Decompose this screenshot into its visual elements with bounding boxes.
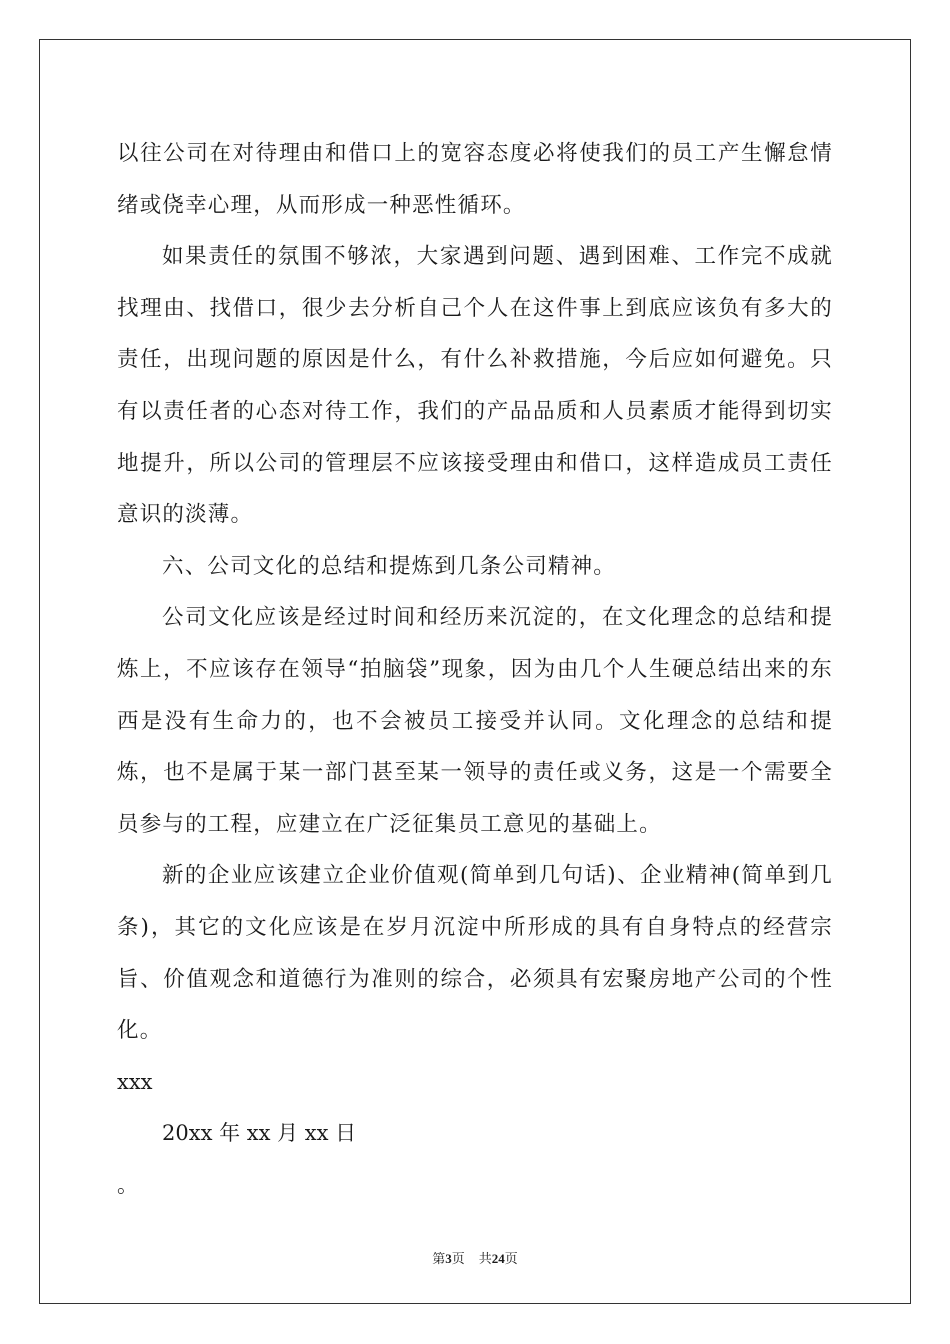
total-unit: 页	[504, 1251, 518, 1266]
total-pages: 24	[491, 1251, 505, 1266]
paragraph-1: 以往公司在对待理由和借口上的宽容态度必将使我们的员工产生懈怠情绪或侥幸心理，从而形成一种恶性循环。	[117, 141, 833, 218]
page-number: 3	[445, 1251, 452, 1266]
paragraph-3: 公司文化应该是经过时间和经历来沉淀的，在文化理念的总结和提炼上，不应该存在领导“拍脑袋”现象，因为由几个人生硬总结出来的东西是没有生命力的，也不会被员工接受并认同。文化理念的总结和提炼，也不是属于某一部门甚至某一领导的责任或义务，这是一个需要全员参与的工程，应建立在广泛征集员工意见的基础上。	[117, 605, 833, 837]
date-line: 20xx 年 xx 月 xx 日	[162, 1121, 357, 1146]
signature: xxx	[117, 1069, 153, 1094]
page-prefix: 第	[432, 1251, 446, 1266]
document-body	[117, 128, 833, 1211]
total-prefix: 共	[478, 1251, 492, 1266]
page-unit: 页	[451, 1251, 465, 1266]
paragraph-2: 如果责任的氛围不够浓，大家遇到问题、遇到困难、工作完不成就找理由、找借口，很少去分析自己个人在这件事上到底应该负有多大的责任，出现问题的原因是什么，有什么补救措施，今后应如何避免。只有以责任者的心态对待工作，我们的产品品质和人员素质才能得到切实地提升，所以公司的管理层不应该接受理由和借口，这样造成员工责任意识的淡薄。	[117, 244, 833, 528]
trailing-mark: 。	[117, 1172, 138, 1197]
paragraph-4: 新的企业应该建立企业价值观(简单到几句话)、企业精神(简单到几条)，其它的文化应该是在岁月沉淀中所形成的具有自身特点的经营宗旨、价值观念和道德行为准则的综合，必须具有宏聚房地产公司的个性化。	[117, 863, 833, 1044]
page-footer	[0, 1248, 950, 1267]
section-heading-6: 六、公司文化的总结和提炼到几条公司精神。	[162, 553, 617, 579]
